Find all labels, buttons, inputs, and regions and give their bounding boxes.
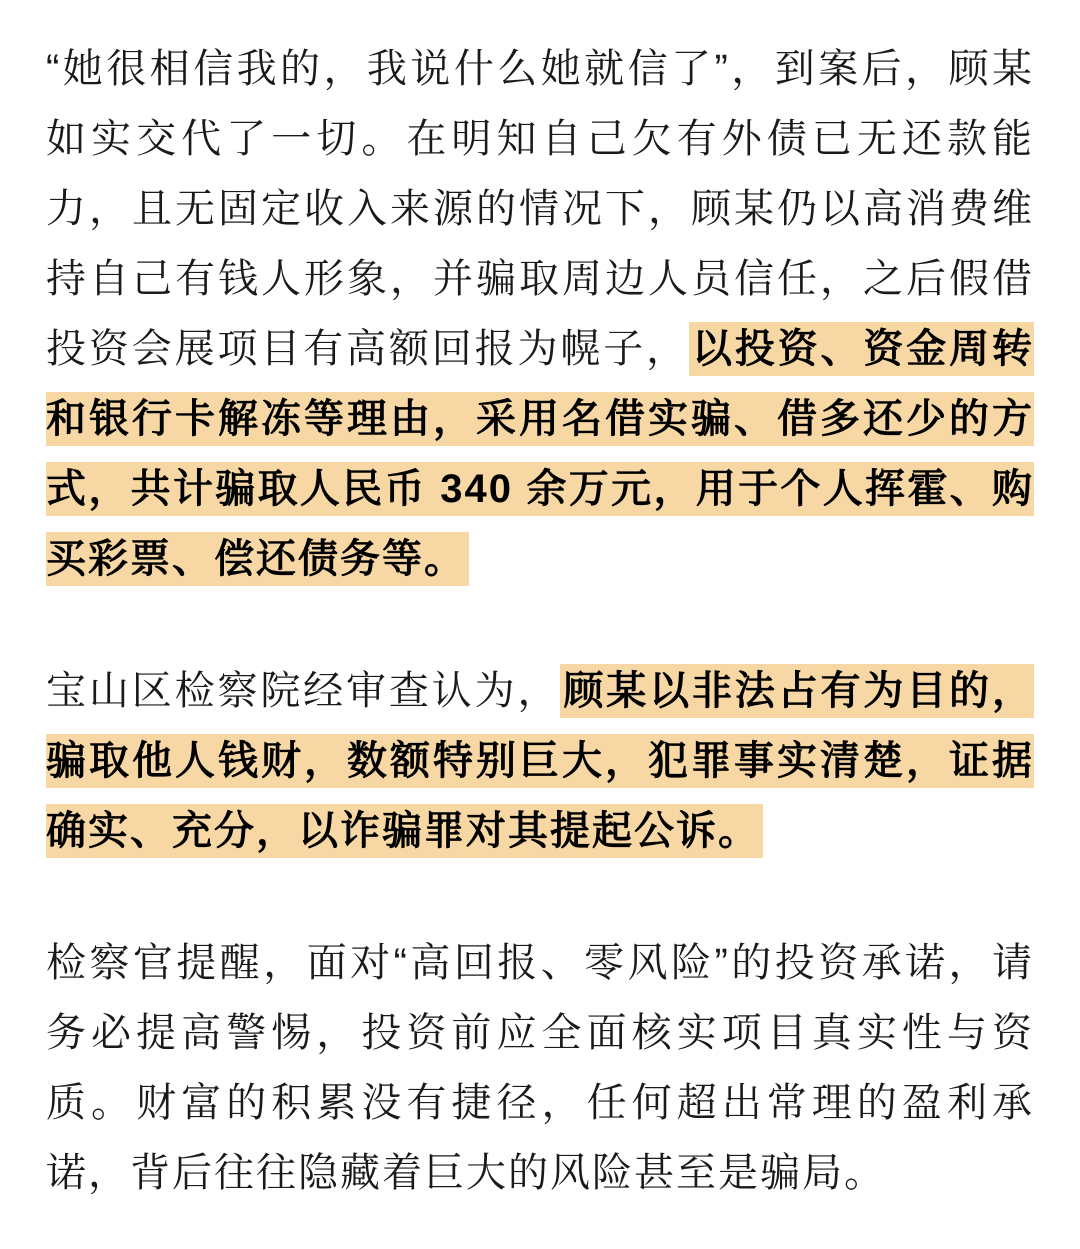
highlighted-text: 顾某以非法占有为目的，骗取他人钱财，数额特别巨大，犯罪事实清楚，证据确实、充分，以诈骗罪对其提起公诉。 (46, 664, 1034, 858)
paragraph-text: “她很相信我的，我说什么她就信了”，到案后，顾某如实交代了一切。在明知自己欠有外债已无还款能力，且无固定收入来源的情况下，顾某仍以高消费维持自己有钱人形象，并骗取周边人员信任，之后假借投资会展项目有高额回报为幌子， (46, 47, 1034, 371)
paragraph-warning (46, 928, 1034, 1208)
paragraph-prosecution (46, 656, 1034, 866)
highlighted-text: 以投资、资金周转和银行卡解冻等理由，采用名借实骗、借多还少的方式，共计骗取人民币 340 余万元，用于个人挥霍、购买彩票、偿还债务等。 (46, 322, 1034, 586)
paragraph-text: 检察官提醒，面对“高回报、零风险”的投资承诺，请务必提高警惕，投资前应全面核实项目真实性与资质。财富的积累没有捷径，任何超出常理的盈利承诺，背后往往隐藏着巨大的风险甚至是骗局。 (46, 941, 1034, 1195)
paragraph-text: 宝山区检察院经审查认为， (46, 669, 561, 713)
paragraph-confession (46, 34, 1034, 594)
